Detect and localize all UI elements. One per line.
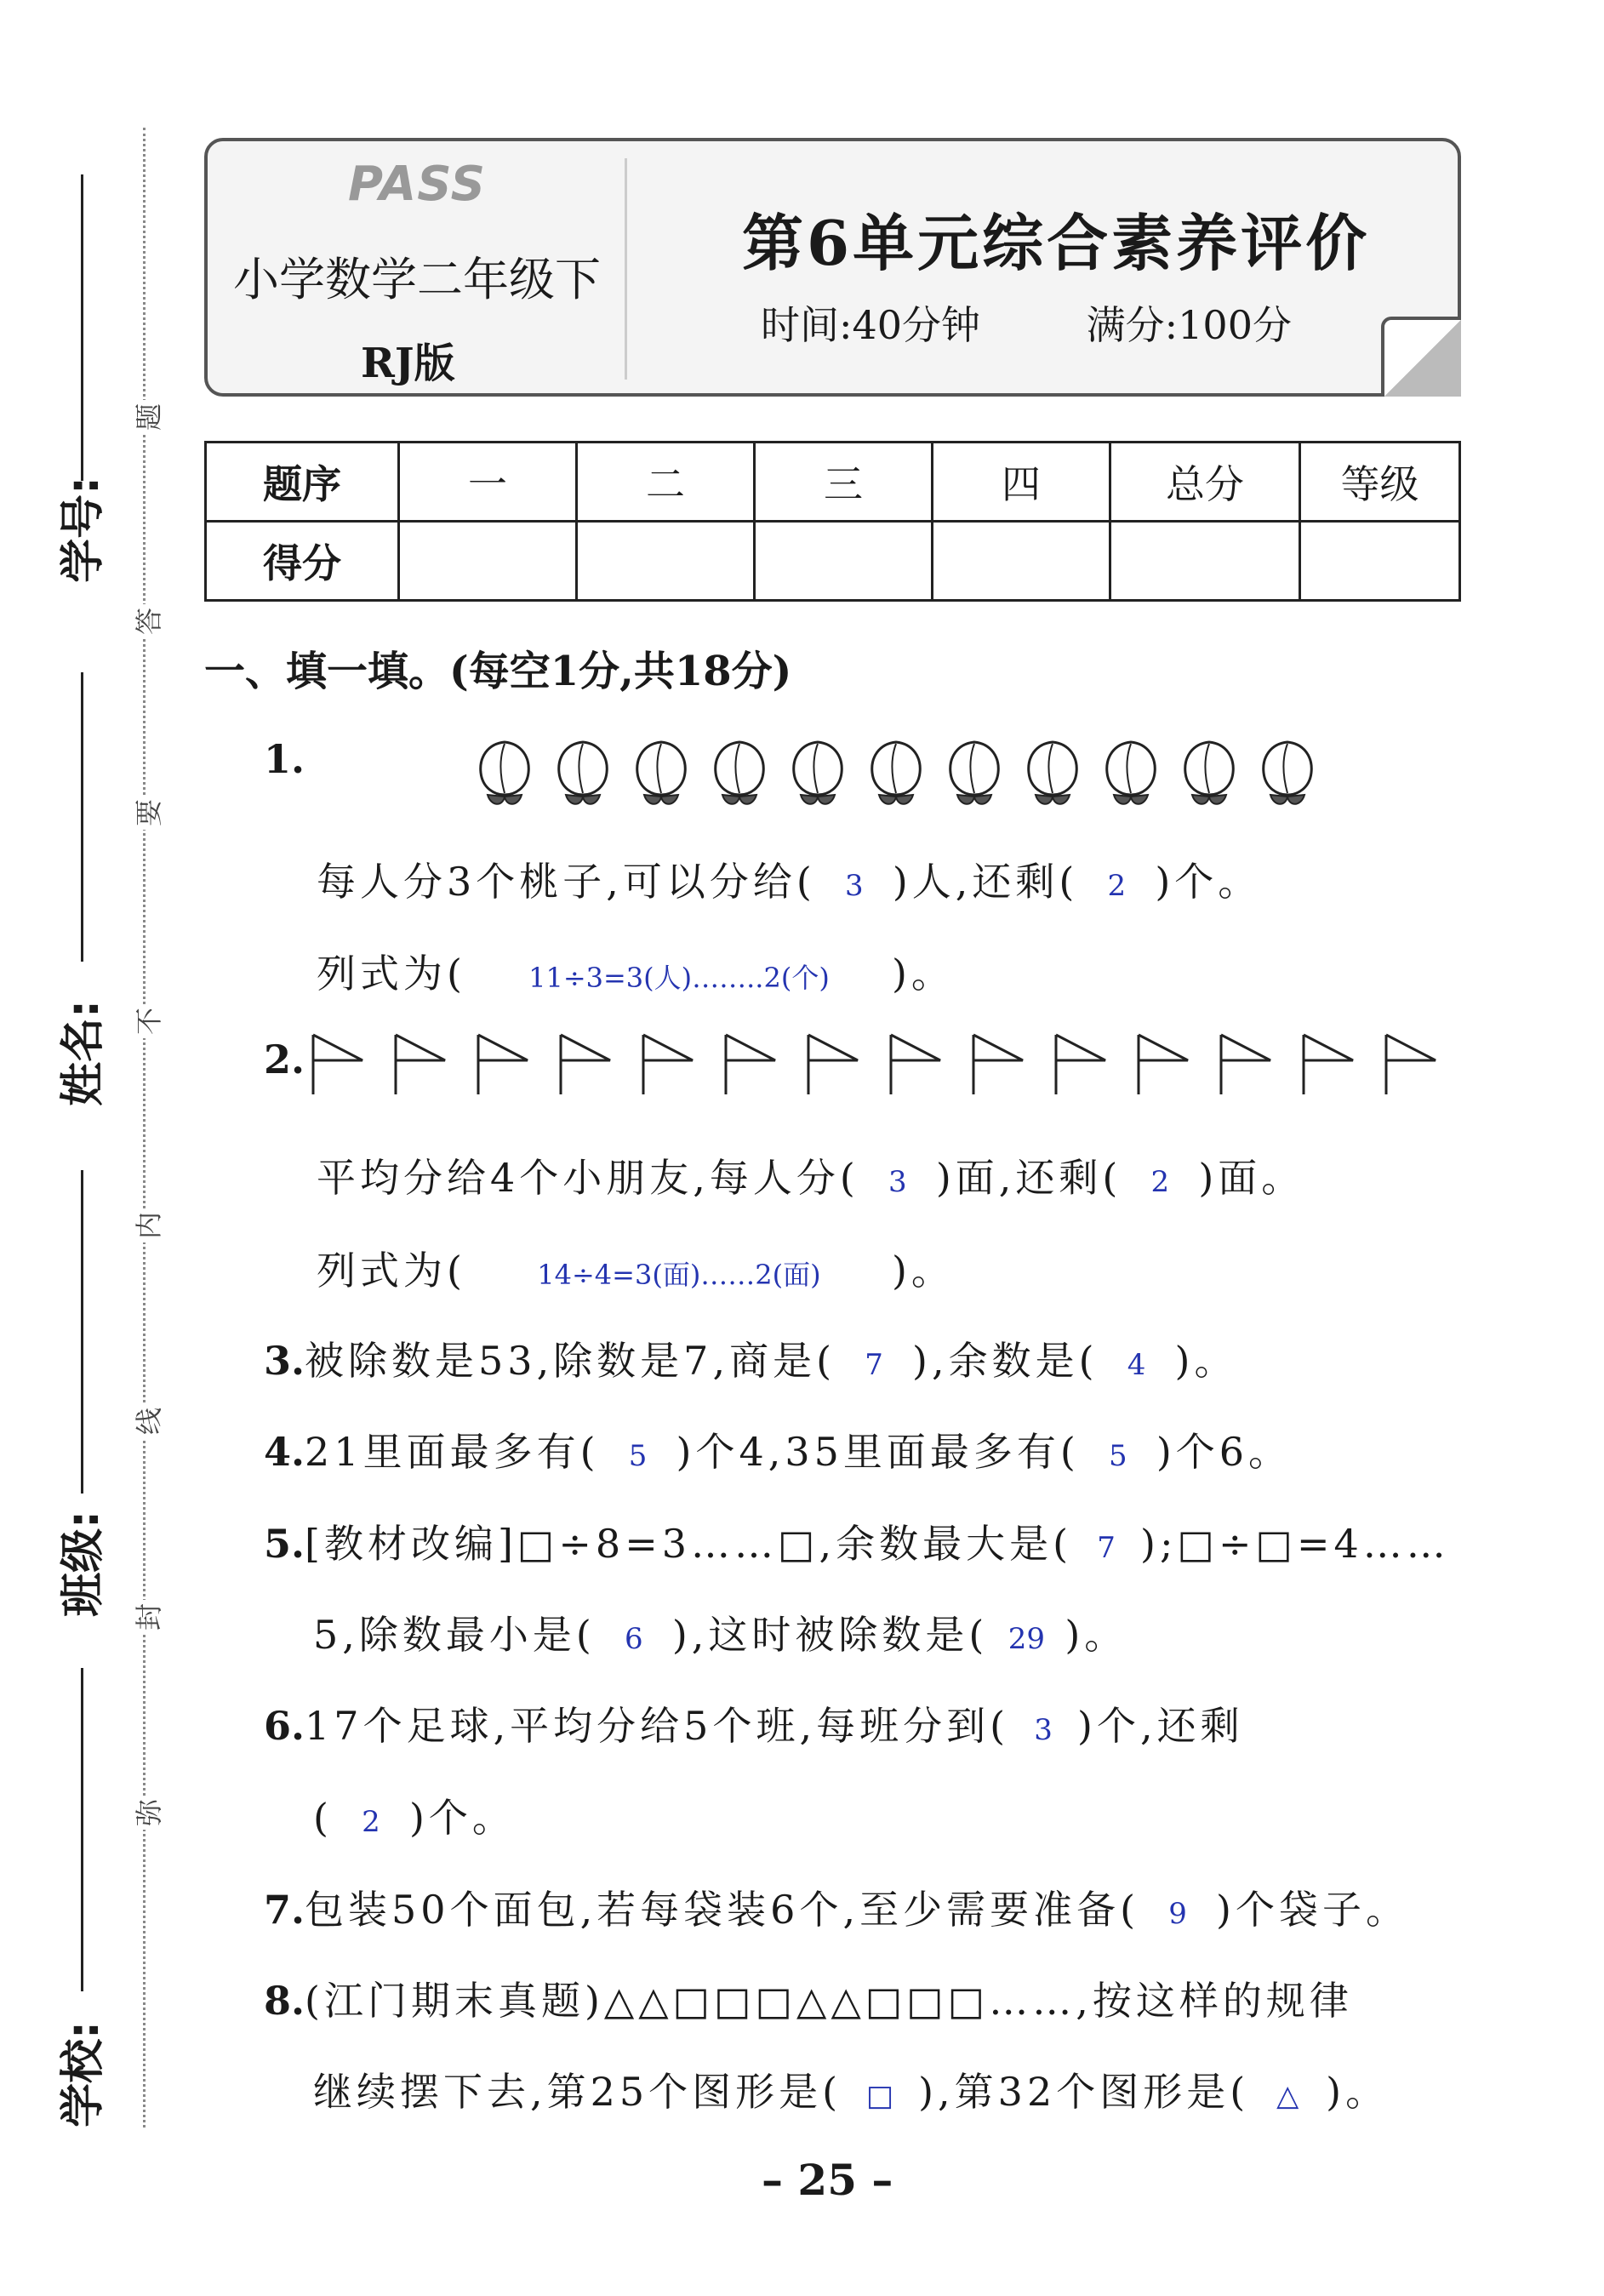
header-divider (625, 158, 627, 380)
score-input[interactable] (755, 522, 933, 601)
answer: 29 (1007, 1622, 1045, 1656)
peach-icon (481, 742, 529, 804)
seal-char: 要 (128, 796, 162, 830)
q4: 4.21里面最多有( 5 )个4,35里面最多有( 5 )个6。 (264, 1429, 1293, 1475)
xuexiao-line (81, 1668, 83, 1991)
flag-icon (1221, 1035, 1270, 1094)
q8-line1: 8.(江门期末真题)△△□□□△△□□□……,按这样的规律 (264, 1978, 1353, 2024)
flag-icon (1056, 1035, 1105, 1094)
peaches-illustration (472, 732, 1332, 817)
answer: 2 (1150, 1165, 1170, 1199)
answer: 3 (845, 869, 864, 903)
seal-char: 线 (128, 1404, 162, 1438)
flag-icon (313, 1035, 362, 1094)
q1-line1: 每人分3个桃子,可以分给( 3 )人,还剩( 2 )个。 (317, 859, 1262, 905)
xuehao-label: 学号: (57, 477, 109, 583)
answer: □ (866, 2079, 894, 2113)
flag-icon (1386, 1035, 1436, 1094)
q5-line1: 5.[教材改编]□÷8=3……□,余数最大是( 7 );□÷□=4…… (264, 1521, 1450, 1567)
seal-char: 内 (128, 1208, 162, 1242)
peach-icon (872, 742, 921, 804)
answer: 3 (888, 1165, 907, 1199)
answer: 6 (625, 1622, 643, 1656)
q2-line1: 平均分给4个小朋友,每人分( 3 )面,还剩( 2 )面。 (317, 1155, 1305, 1201)
exam-info (761, 294, 1385, 351)
full-score: 满分:100分 (1086, 302, 1292, 348)
peach-icon (637, 742, 686, 804)
answer: 9 (1168, 1897, 1187, 1931)
answer: 3 (1034, 1713, 1053, 1747)
flag-icon (973, 1035, 1023, 1094)
table-row (206, 522, 1460, 601)
score-input[interactable] (577, 522, 755, 601)
xuexiao-label: 学校: (57, 2021, 109, 2128)
header-box (204, 138, 1461, 397)
peach-icon (1185, 742, 1234, 804)
flag-icon (808, 1035, 858, 1094)
xingming-line (81, 672, 83, 962)
q1-number: 1. (264, 736, 305, 782)
answer: 2 (362, 1805, 380, 1839)
score-input[interactable] (1300, 522, 1460, 601)
q2-number: 2. (264, 1037, 305, 1082)
unit-title: 第6单元综合素养评价 (742, 207, 1371, 279)
answer: 5 (1109, 1439, 1127, 1473)
answer: 2 (1107, 869, 1127, 903)
flag-icon (478, 1035, 528, 1094)
flag-icon (891, 1035, 940, 1094)
peach-icon (1264, 742, 1312, 804)
seal-char: 答 (128, 604, 162, 638)
pass-logo: PASS (348, 157, 486, 212)
xuehao-line (81, 174, 83, 481)
score-input[interactable] (399, 522, 577, 601)
peach-icon (794, 742, 842, 804)
banji-label: 班级: (57, 1511, 109, 1617)
flag-icon (726, 1035, 775, 1094)
seal-char: 题 (128, 400, 162, 434)
series-label: 小学数学二年级下 (233, 253, 601, 306)
flag-icon (1304, 1035, 1353, 1094)
flags-illustration (308, 1030, 1465, 1098)
peach-icon (1107, 742, 1156, 804)
flag-icon (396, 1035, 445, 1094)
time-limit: 时间:40分钟 (761, 302, 981, 348)
table-cell: 得分 (206, 522, 399, 601)
answer: 11÷3=3(人)……..2(个) (528, 962, 830, 994)
table-cell: 四 (933, 443, 1110, 522)
score-table (204, 441, 1461, 602)
peach-icon (950, 742, 999, 804)
table-cell: 三 (755, 443, 933, 522)
table-cell: 题序 (206, 443, 399, 522)
section-heading: 一、填一填。(每空1分,共18分) (204, 648, 792, 695)
q2-line2: 列式为( 14÷4=3(面)……2(面) )。 (317, 1248, 955, 1294)
q1-line2: 列式为( 11÷3=3(人)……..2(个) )。 (317, 951, 955, 997)
answer: △ (1276, 2079, 1299, 2113)
table-row (206, 443, 1460, 522)
binding-margin (0, 0, 196, 2296)
answer: 14÷4=3(面)……2(面) (537, 1259, 821, 1291)
peach-icon (1029, 742, 1077, 804)
xingming-label: 姓名: (57, 1000, 109, 1106)
flag-icon (1139, 1035, 1188, 1094)
peach-icon (716, 742, 764, 804)
banji-line (81, 1170, 83, 1494)
q3: 3.被除数是53,除数是7,商是( 7 ),余数是( 4 )。 (264, 1338, 1238, 1384)
table-cell: 二 (577, 443, 755, 522)
q8-line2: 继续摆下去,第25个图形是( □ ),第32个图形是( △ )。 (313, 2069, 1390, 2115)
flag-icon (561, 1035, 610, 1094)
q5-line2: 5,除数最小是( 6 ),这时被除数是( 29 )。 (313, 1612, 1128, 1658)
score-input[interactable] (1110, 522, 1300, 601)
seal-char: 封 (128, 1600, 162, 1634)
score-input[interactable] (933, 522, 1110, 601)
page-fold-icon (1381, 317, 1461, 397)
answer: 7 (1097, 1531, 1116, 1565)
seal-char: 弥 (128, 1796, 162, 1830)
table-cell: 总分 (1110, 443, 1300, 522)
q6-line1: 6.17个足球,平均分给5个班,每班分到( 3 )个,还剩 (264, 1703, 1244, 1749)
answer: 7 (865, 1348, 883, 1382)
flag-icon (643, 1035, 693, 1094)
peach-icon (559, 742, 608, 804)
q7: 7.包装50个面包,若每袋装6个,至少需要准备( 9 )个袋子。 (264, 1887, 1409, 1933)
answer: 4 (1127, 1348, 1146, 1382)
q6-line2: ( 2 )个。 (313, 1795, 516, 1841)
page-number: – 25 – (762, 2155, 893, 2205)
table-cell: 一 (399, 443, 577, 522)
answer: 5 (628, 1439, 648, 1473)
edition-label: RJ版 (361, 340, 455, 387)
seal-char: 不 (128, 1004, 162, 1038)
table-cell: 等级 (1300, 443, 1460, 522)
